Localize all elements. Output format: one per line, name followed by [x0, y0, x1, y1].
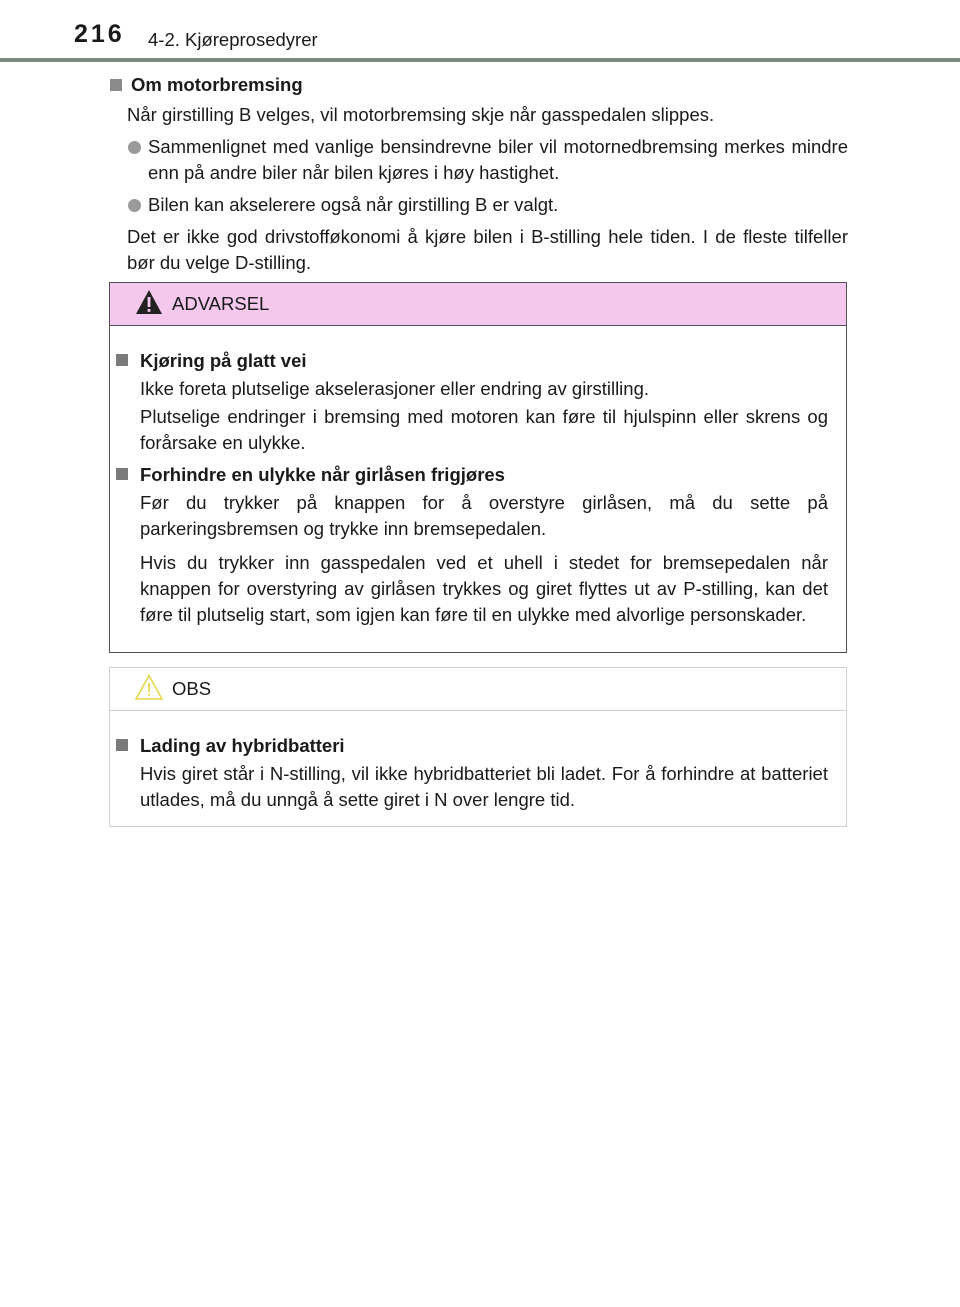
section-heading: [108, 72, 848, 98]
caution-triangle-outline-icon: [134, 673, 164, 701]
warning-section-heading: [114, 462, 828, 488]
warning-section-heading-text: Forhindre en ulykke når girlåsen frigjøres: [140, 464, 505, 485]
notice-title: OBS: [172, 678, 212, 699]
header-divider: [0, 58, 960, 62]
page-header: [0, 0, 960, 64]
warning-section-heading-text: Kjøring på glatt vei: [140, 350, 307, 371]
warning-section-heading: [114, 348, 828, 374]
notice-paragraph: Hvis giret står i N-stilling, vil ikke hybridbatteriet bli ladet. For å forhindre at batteriet utlades, må du unngå å sette giret i N over lengre tid.: [140, 763, 828, 810]
chapter-title: 4-2. Kjøreprosedyrer: [148, 29, 318, 50]
warning-box: [109, 282, 847, 653]
warning-box-header: [110, 283, 846, 326]
warning-paragraph: Plutselige endringer i bremsing med motoren kan føre til hjulspinn eller skrens og forårsake en ulykke.: [140, 406, 828, 453]
round-bullet-icon: [128, 141, 141, 154]
notice-box: [109, 667, 847, 827]
square-bullet-icon: [116, 739, 128, 751]
list-item: [108, 192, 848, 218]
warning-box-body: [110, 326, 846, 628]
list-item-text: Sammenlignet med vanlige bensindrevne biler vil motornedbremsing merkes mindre enn på andre biler når bilen kjøres i høy hastighet.: [148, 136, 848, 183]
round-bullet-icon: [128, 199, 141, 212]
list-item-text: Bilen kan akselerere også når girstilling B er valgt.: [148, 194, 559, 215]
page-number: 216: [74, 20, 125, 48]
section-heading-text: Om motorbremsing: [131, 74, 303, 95]
outro-paragraph: Det er ikke god drivstofføkonomi å kjøre bilen i B-stilling hele tiden. I de fleste tilfeller bør du velge D-stilling.: [127, 226, 848, 273]
intro-paragraph: Når girstilling B velges, vil motorbremsing skje når gasspedalen slippes.: [127, 104, 715, 125]
warning-paragraph: Hvis du trykker inn gasspedalen ved et uhell i stedet for bremsepedalen når knappen for overstyring av girlåsen trykkes og giret flyttes ut av P-stilling, kan det føre til plutselig start, som igjen kan føre til en ulykke med alvorlige personskader.: [140, 552, 828, 625]
notice-section-heading-text: Lading av hybridbatteri: [140, 735, 345, 756]
square-bullet-icon: [110, 79, 122, 91]
square-bullet-icon: [116, 354, 128, 366]
warning-paragraph: Ikke foreta plutselige akselerasjoner eller endring av girstilling.: [140, 378, 650, 399]
notice-section-heading: [114, 733, 828, 759]
notice-box-header: [110, 668, 846, 711]
warning-title: ADVARSEL: [172, 293, 270, 314]
warning-paragraph: Før du trykker på knappen for å overstyre girlåsen, må du sette på parkeringsbremsen og trykke inn bremsepedalen.: [140, 492, 828, 539]
square-bullet-icon: [116, 468, 128, 480]
section-engine-braking: [108, 72, 848, 276]
notice-box-body: [110, 711, 846, 813]
warning-triangle-filled-icon: [134, 288, 164, 316]
list-item: [108, 134, 848, 186]
